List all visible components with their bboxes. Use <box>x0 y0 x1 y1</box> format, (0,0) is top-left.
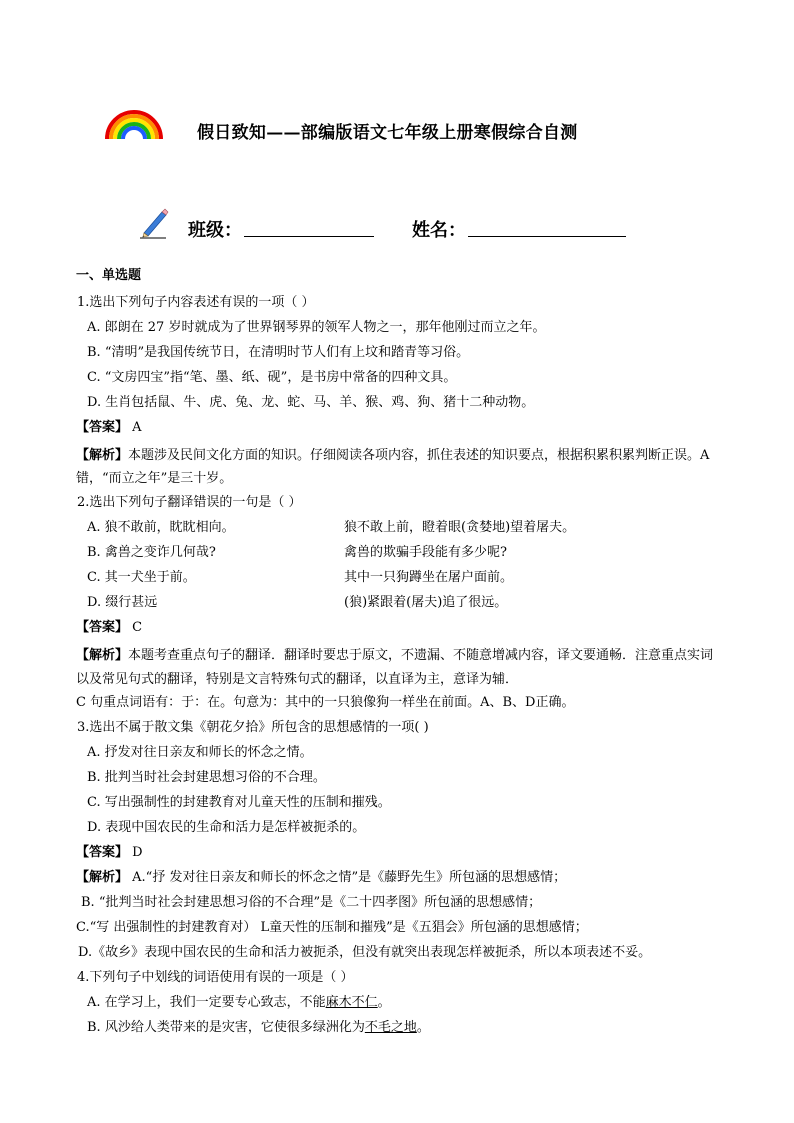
q3-option-b: B. 批判当时社会封建思想习俗的不合理。 <box>87 770 326 785</box>
q2-option-b-right: 禽兽的欺骗手段能有多少呢? <box>344 545 507 560</box>
q4-option-b-end: 。 <box>416 1020 430 1035</box>
analysis-text: 本题考查重点句子的翻译．翻译时要忠于原文，不遗漏、不随意增减内容，译文要通畅．注意重点实词以及常见句式的翻译，特别是文言特殊句式的翻译，以直译为主，意译为辅． <box>76 648 714 687</box>
class-label: 班级： <box>188 220 242 241</box>
q2-option-b-left: B. 禽兽之变诈几何哉? <box>87 545 216 560</box>
name-blank[interactable] <box>468 236 626 237</box>
q3-answer <box>76 844 143 862</box>
q2-stem: 2.选出下列句子翻译错误的一句是（ ） <box>77 495 302 510</box>
q2-option-a-right: 狼不敢上前，瞪着眼(贪婪地)望着屠夫。 <box>344 520 576 535</box>
q3-option-c: C. 写出强制性的封建教育对儿童天性的压制和摧残。 <box>87 795 391 810</box>
name-label: 姓名： <box>412 220 466 241</box>
pencil-icon <box>138 205 170 241</box>
section-title: 一、单选题 <box>76 268 142 283</box>
q1-option-b: B. “清明”是我国传统节日，在清明时节人们有上坟和踏青等习俗。 <box>87 345 470 360</box>
answer-value: A <box>132 420 142 435</box>
q4-stem: 4.下列句子中划线的词语使用有误的一项是（ ） <box>77 970 354 985</box>
q3-analysis-a <box>76 869 566 887</box>
q3-analysis-c: C.“写 出强制性的封建教育对） L童天性的压制和摧残”是《五猖会》所包涵的思想感情； <box>76 920 588 935</box>
q2-option-d-left: D. 缀行甚远 <box>87 595 158 610</box>
page-title: 假日致知——部编版语文七年级上册寒假综合自测 <box>197 123 578 143</box>
q2-analysis <box>76 644 721 692</box>
answer-label: 【答案】 <box>76 420 129 435</box>
q3-analysis-b: B. “批判当时社会封建思想习俗的不合理”是《二十四孝图》所包涵的思想感情； <box>81 895 542 910</box>
q1-option-a: A. 郎朗在 27 岁时就成为了世界钢琴界的领军人物之一，那年他刚过而立之年。 <box>87 320 546 335</box>
q2-option-d-right: (狼)紧跟着(屠夫)追了很远。 <box>344 595 508 610</box>
answer-label: 【答案】 <box>76 620 129 635</box>
q4-option-a-underlined: 麻木不仁 <box>325 995 378 1010</box>
q1-analysis <box>76 444 721 490</box>
analysis-text: A.“抒 发对往日亲友和师长的怀念之情”是《藤野先生》所包涵的思想感情； <box>132 870 567 885</box>
q3-stem: 3.选出不属于散文集《朝花夕拾》所包含的思想感情的一项( ) <box>77 720 429 735</box>
q1-option-d: D. 生肖包括鼠、牛、虎、兔、龙、蛇、马、羊、猴、鸡、狗、猪十二种动物。 <box>87 395 535 410</box>
q1-stem: 1.选出下列句子内容表述有误的一项（ ） <box>77 295 315 310</box>
q4-option-b-underlined: 不毛之地 <box>364 1020 417 1035</box>
analysis-label: 【解析】 <box>76 648 129 663</box>
q1-answer <box>76 419 142 437</box>
answer-value: D <box>132 845 143 860</box>
answer-value: C <box>132 620 143 635</box>
q4-option-a-text: A. 在学习上，我们一定要专心致志，不能 <box>87 995 326 1010</box>
q4-option-a-end: 。 <box>377 995 391 1010</box>
q2-analysis-2: C 句重点词语有：于：在。句意为：其中的一只狼像狗一样坐在前面。A、B、D正确。 <box>76 695 575 710</box>
rainbow-icon <box>104 108 164 140</box>
q4-option-b-text: B. 风沙给人类带来的是灾害，它使很多绿洲化为 <box>87 1020 365 1035</box>
q1-option-c: C. “文房四宝”指“笔、墨、纸、砚”，是书房中常备的四种文具。 <box>87 370 457 385</box>
q3-option-a: A. 抒发对往日亲友和师长的怀念之情。 <box>87 745 313 760</box>
q2-option-a-left: A. 狼不敢前，眈眈相向。 <box>87 520 235 535</box>
class-blank[interactable] <box>244 236 374 237</box>
q3-analysis-d: D.《故乡》表现中国农民的生命和活力被扼杀，但没有就突出表现怎样被扼杀，所以本项表述不妥。 <box>78 945 652 960</box>
answer-label: 【答案】 <box>76 845 129 860</box>
q2-option-c-left: C. 其一犬坐于前。 <box>87 570 196 585</box>
q4-option-a <box>87 994 391 1012</box>
analysis-text: 本题涉及民间文化方面的知识。仔细阅读各项内容，抓住表述的知识要点，根据积累积累判断正误。A错，“而立之年”是三十岁。 <box>76 448 710 486</box>
q2-answer <box>76 619 142 637</box>
analysis-label: 【解析】 <box>76 448 129 463</box>
q2-option-c-right: 其中一只狗蹲坐在屠户面前。 <box>344 570 514 585</box>
analysis-label: 【解析】 <box>76 870 129 885</box>
q3-option-d: D. 表现中国农民的生命和活力是怎样被扼杀的。 <box>87 820 366 835</box>
q4-option-b <box>87 1019 430 1037</box>
